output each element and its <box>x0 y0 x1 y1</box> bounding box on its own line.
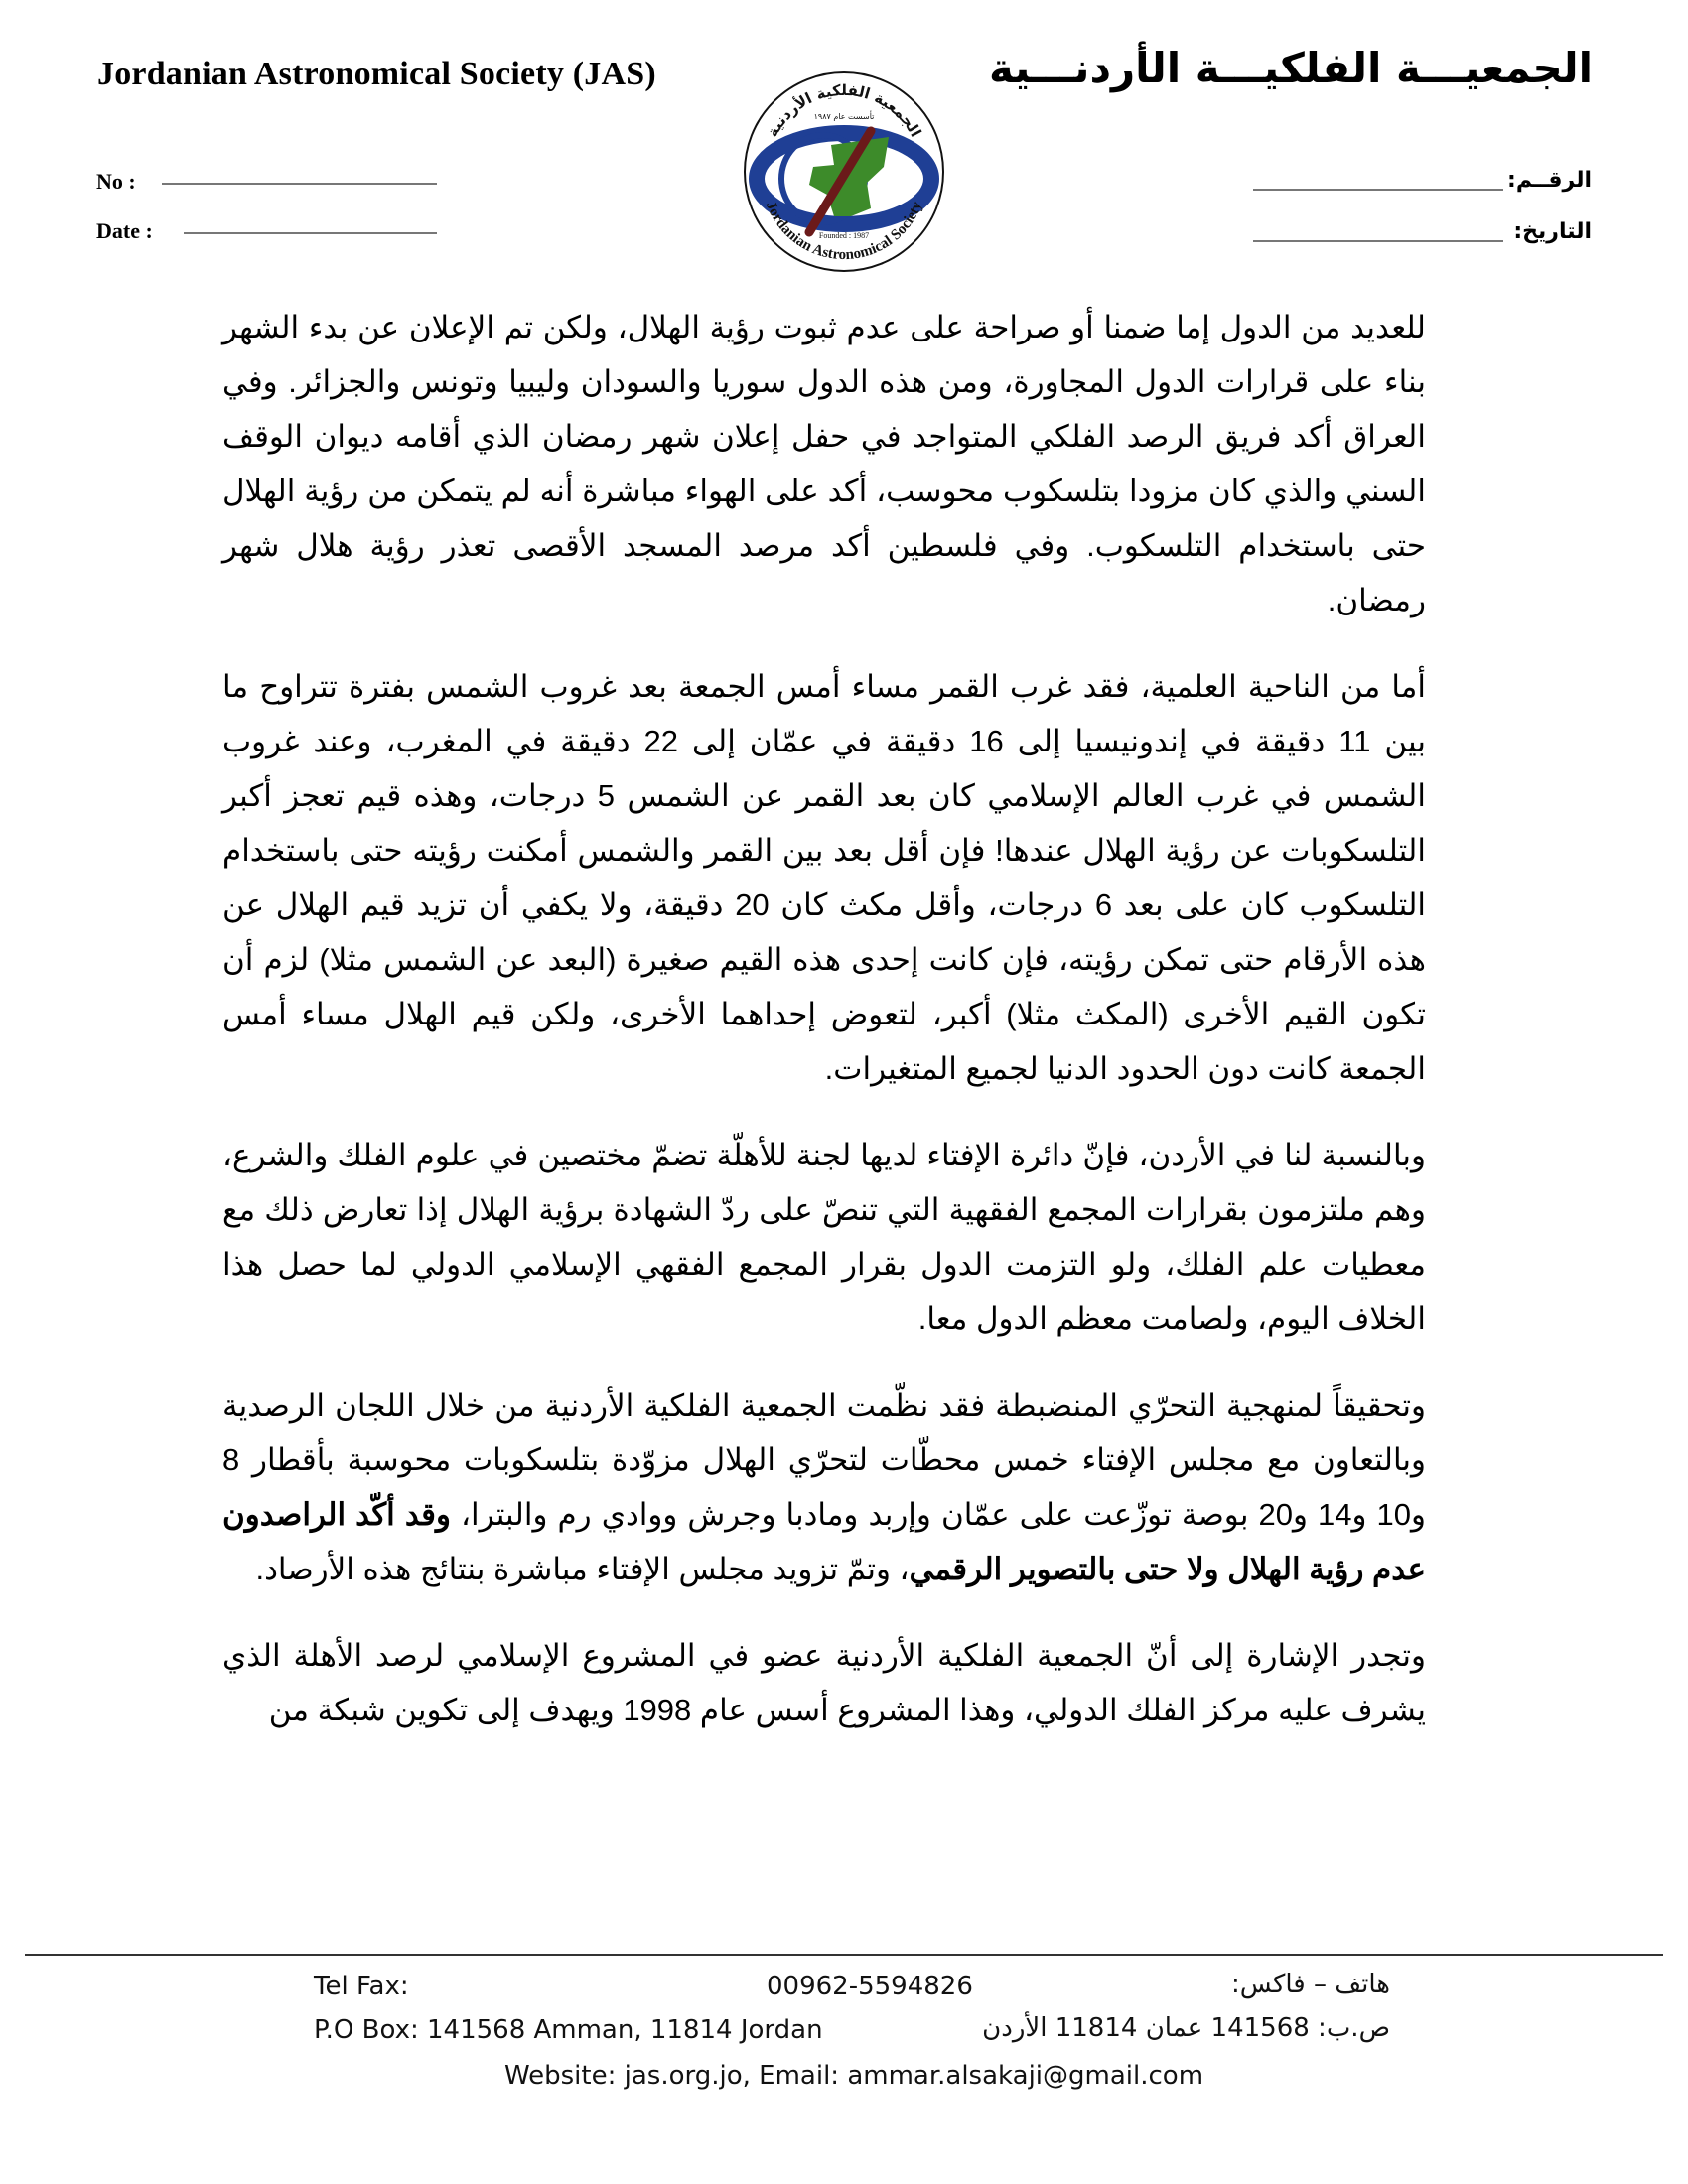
body-paragraph <box>222 1128 1426 1346</box>
society-logo <box>740 68 948 276</box>
letter-body <box>222 300 1426 1769</box>
footer-telfax-label-arabic: هاتف – فاكس: <box>1231 1970 1390 1999</box>
arabic-organization-title: الجمعيـــة الفلكيـــة الأردنـــية <box>989 44 1593 92</box>
body-paragraph <box>222 1378 1426 1596</box>
footer-telfax-label: Tel Fax: <box>314 1972 409 2001</box>
arabic-date-label: التاريخ: <box>1513 219 1592 244</box>
arabic-number-label: الرقــم: <box>1507 168 1592 193</box>
footer-divider <box>25 1954 1663 1956</box>
footer-website-email: Website: jas.org.jo, Email: ammar.alsakaji@gmail.com <box>503 2061 1204 2091</box>
text-segment: وتجدر الإشارة إلى أنّ الجمعية الفلكية الأردنية عضو في المشروع الإسلامي لرصد الأهلة الذي يشرف عليه مركز الفلك الدولي، وهذا المشروع أسس عام 1998 ويهدف إلى تكوين شبكة من <box>222 1638 1426 1727</box>
english-number-line <box>162 183 437 185</box>
text-segment: ، وتمّ تزويد مجلس الإفتاء مباشرة بنتائج هذه الأرصاد. <box>255 1552 910 1586</box>
text-segment: وبالنسبة لنا في الأردن، فإنّ دائرة الإفتاء لديها لجنة للأهلّة تضمّ مختصين في علوم الفلك والشرع، وهم ملتزمون بقرارات المجمع الفقهية التي تنصّ على ردّ الشهادة برؤية الهلال إذا تعارض ذلك مع معطيات علم الفلك، ولو التزمت الدول بقرار المجمع الفقهي الإسلامي الدولي لما حصل هذا الخلاف اليوم، ولصامت معظم الدول معا. <box>222 1138 1426 1336</box>
logo-emblem-icon <box>740 68 948 276</box>
bold-text-segment: وقد أكّد الراصدون عدم رؤية الهلال ولا حتى بالتصوير الرقمي <box>222 1497 1426 1586</box>
logo-arabic-founded: تأسست عام ١٩٨٧ <box>813 112 875 121</box>
arabic-number-line <box>1253 189 1503 191</box>
body-paragraph <box>222 1628 1426 1737</box>
logo-english-ring-text: Jordanian Astronomical Society <box>762 199 926 264</box>
body-paragraph <box>222 300 1426 627</box>
english-organization-title: Jordanian Astronomical Society (JAS) <box>97 56 656 92</box>
footer-pobox: P.O Box: 141568 Amman, 11814 Jordan <box>314 2015 823 2045</box>
text-segment: وتحقيقاً لمنهجية التحرّي المنضبطة فقد نظّمت الجمعية الفلكية الأردنية من خلال اللجان الرصدية وبالتعاون مع مجلس الإفتاء خمس محطّات لتحرّي الهلال مزوّدة بتلسكوبات محوسبة بأقطار 8 و10 و14 و20 بوصة توزّعت على عمّان وإربد ومادبا وجرش ووادي رم والبترا، <box>222 1388 1427 1532</box>
english-number-label: No : <box>96 169 136 194</box>
footer-pobox-arabic: ص.ب: 141568 عمان 11814 الأردن <box>982 2013 1390 2043</box>
text-segment: للعديد من الدول إما ضمنا أو صراحة على عدم ثبوت رؤية الهلال، ولكن تم الإعلان عن بدء الشهر بناء على قرارات الدول المجاورة، ومن هذه الدول سوريا والسودان وليبيا وتونس والجزائر. وفي العراق أكد فريق الرصد الفلكي المتواجد في حفل إعلان شهر رمضان الذي أقامه ديوان الوقف السني والذي كان مزودا بتلسكوب محوسب، أكد على الهواء مباشرة أنه لم يتمكن من رؤية الهلال حتى باستخدام التلسكوب. وفي فلسطين أكد مرصد المسجد الأقصى تعذر رؤية هلال شهر رمضان. <box>222 310 1426 617</box>
logo-english-founded: Founded : 1987 <box>818 231 870 240</box>
arabic-date-line <box>1253 240 1503 242</box>
text-segment: أما من الناحية العلمية، فقد غرب القمر مساء أمس الجمعة بعد غروب الشمس بفترة تتراوح ما بين 11 دقيقة في إندونيسيا إلى 16 دقيقة في عمّان إلى 22 دقيقة في المغرب، وعند غروب الشمس في غرب العالم الإسلامي كان بعد القمر عن الشمس 5 درجات، وهذه قيم تعجز أكبر التلسكوبات عن رؤية الهلال عندها! فإن أقل بعد بين القمر والشمس أمكنت رؤيته حتى باستخدام التلسكوب كان على بعد 6 درجات، وأقل مكث كان 20 دقيقة، ولا يكفي أن تزيد قيم الهلال عن هذه الأرقام حتى تمكن رؤيته، فإن كانت إحدى هذه القيم صغيرة (البعد عن الشمس مثلا) لزم أن تكون القيم الأخرى (المكث مثلا) أكبر، لتعوض إحداهما الأخرى، ولكن قيم الهلال مساء أمس الجمعة كانت دون الحدود الدنيا لجميع المتغيرات. <box>222 669 1426 1086</box>
english-date-label: Date : <box>96 218 153 243</box>
english-date-line <box>184 232 437 234</box>
footer-phone-number: 00962-5594826 <box>767 1972 973 2001</box>
logo-arabic-ring-text: الجمعية الفلكية الأردنية <box>763 80 925 140</box>
body-paragraph <box>222 659 1426 1096</box>
